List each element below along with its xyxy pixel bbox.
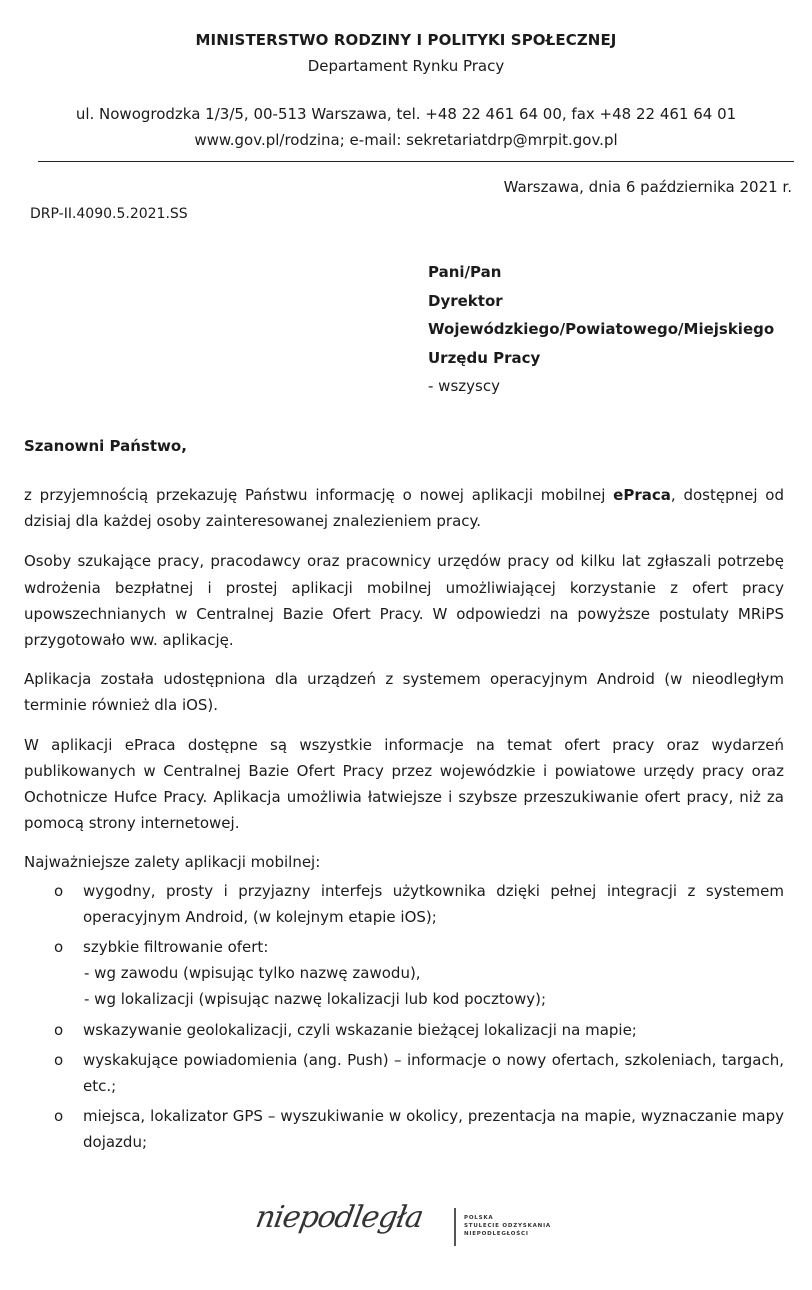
addressee-line: Urzędu Pracy [428,348,541,367]
ministry-name: MINISTERSTWO RODZINY I POLITYKI SPOŁECZNEJ [195,31,617,49]
department-name: Departament Rynku Pracy [307,57,505,75]
advantages-heading: Najważniejsze zalety aplikacji mobilnej: [24,853,321,872]
reference-number: DRP-II.4090.5.2021.SS [30,206,188,222]
addressee-block [428,258,774,401]
bullet-icon: o [54,1107,64,1126]
bullet-icon: o [54,1020,64,1039]
list-item [24,878,784,930]
list-item-text: miejsca, lokalizator GPS – wyszukiwanie w okolicy, prezentacja na mapie, wyznaczanie mapy dojazdu; [83,1107,784,1152]
addressee-line: Dyrektor [428,291,503,310]
letter-body [24,482,784,1160]
addressee-line: Pani/Pan [428,263,502,281]
greeting: Szanowni Państwo, [24,437,187,455]
logo-caption [464,1214,551,1238]
letter-date: Warszawa, dnia 6 października 2021 r. [503,178,792,196]
addressee-line: Wojewódzkiego/Powiatowego/Miejskiego [428,320,775,338]
bullet-icon: o [54,938,64,957]
list-item [24,1047,784,1099]
logo-divider [454,1208,456,1246]
paragraph: W aplikacji ePraca dostępne są wszystkie informacje na temat ofert pracy oraz wydarzeń publikowanych w Centralnej Bazie Ofert Pracy przez wojewódzkie i powiatowe urzędy pracy oraz Ochotnicze Hufce Pracy. Aplikacja umożliwia łatwiejsze i szybsze przeszukiwanie ofert pracy, niż za pomocą strony internetowej. [24,735,784,833]
paragraph-intro [24,482,784,534]
list-item [24,1017,784,1043]
advantages-list [24,878,784,1156]
paragraph-text: , dostępnej od dzisiaj dla każdej osoby zainteresowanej znalezieniem pracy. [24,486,784,531]
addressee-line: - wszyscy [428,377,500,395]
header-divider [38,161,794,162]
ministry-address: ul. Nowogrodzka 1/3/5, 00-513 Warszawa, tel. +48 22 461 64 00, fax +48 22 461 64 01 [75,105,737,123]
app-name: ePraca [613,486,671,504]
logo-caption-line: POLSKA [464,1215,494,1221]
paragraph: Aplikacja została udostępniona dla urządzeń z systemem operacyjnym Android (w nieodległym terminie również dla iOS). [24,670,784,715]
list-item-text: wygodny, prosty i przyjazny interfejs użytkownika dzięki pełnej integracji z systemem operacyjnym Android, (w kolejnym etapie iOS); [83,881,784,926]
list-item [24,934,784,1013]
list-item-text: wskazywanie geolokalizacji, czyli wskazanie bieżącej lokalizacji na mapie; [83,1020,637,1039]
bullet-icon: o [54,1050,64,1069]
bullet-icon: o [54,881,64,900]
logo-caption-line: NIEPODLEGŁOŚCI [464,1231,529,1237]
niepodlegla-logo [252,1200,596,1260]
list-item-text: wyskakujące powiadomienia (ang. Push) – informacje o nowy ofertach, szkoleniach, targach, etc.; [83,1050,784,1096]
logo-script: niepodległa [252,1200,426,1235]
logo-caption-line: STULECIE ODZYSKANIA [464,1223,551,1229]
list-item [24,1103,784,1155]
list-subitem: - wg zawodu (wpisując tylko nazwę zawodu), [84,964,421,983]
ministry-web-email: www.gov.pl/rodzina; e-mail: sekretariatdrp@mrpit.gov.pl [194,131,618,149]
paragraph-text: z przyjemnością przekazuję Państwu informację o nowej aplikacji mobilnej [24,486,614,504]
list-subitem: - wg lokalizacji (wpisując nazwę lokalizacji lub kod pocztowy); [84,990,547,1009]
list-item-text: szybkie filtrowanie ofert: [83,938,269,957]
paragraph: Osoby szukające pracy, pracodawcy oraz pracownicy urzędów pracy od kilku lat zgłaszali potrzebę wdrożenia bezpłatnej i prostej aplikacji mobilnej umożliwiającej korzystanie z ofert pracy upowszechnianych w Centralnej Bazie Ofert Pracy. W odpowiedzi na powyższe postulaty MRiPS przygotowało ww. aplikację. [24,552,784,650]
